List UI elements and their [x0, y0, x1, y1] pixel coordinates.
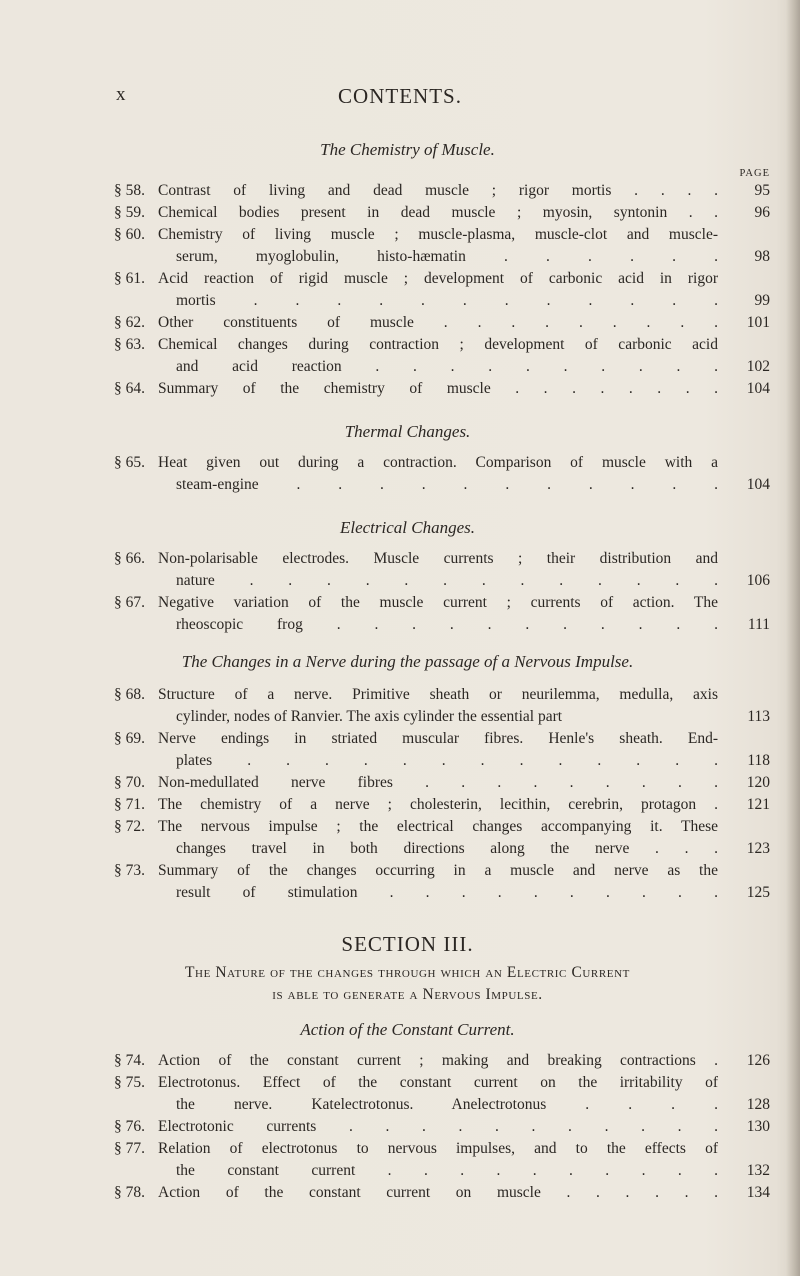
page-number: x: [116, 84, 127, 105]
page-spine-shadow: [786, 0, 800, 1276]
entry-text-continuation: changes travel in both directions along the nerve . . .: [176, 840, 718, 857]
subsection-title: Thermal Changes.: [344, 422, 471, 441]
entry-text-continuation: plates . . . . . . . . . . . . .: [176, 752, 718, 769]
section-number: § 77.: [114, 1140, 145, 1157]
entry-text-continuation: serum, myoglobulin, histo-hæmatin . . . . . .: [176, 248, 718, 265]
section-number: § 58.: [114, 182, 145, 199]
section-number: § 64.: [114, 380, 145, 397]
section-number: § 76.: [114, 1118, 145, 1135]
section-number: § 59.: [114, 204, 145, 221]
entry-page: 104: [746, 476, 770, 493]
entry-text: Chemistry of living muscle ; muscle-plasma, muscle-clot and muscle-: [158, 226, 718, 243]
entry-page: 121: [746, 796, 770, 813]
entry-page: 123: [746, 840, 770, 857]
section-number: § 67.: [114, 594, 145, 611]
subsection-title: Electrical Changes.: [339, 518, 476, 537]
entry-text-continuation: mortis . . . . . . . . . . . .: [176, 292, 718, 309]
entry-page: 99: [754, 292, 770, 309]
entry-page: 104: [746, 380, 770, 397]
entry-text: Contrast of living and dead muscle ; rigor mortis . . . .: [158, 182, 718, 199]
section-number: § 61.: [114, 270, 145, 287]
entry-text-continuation: and acid reaction . . . . . . . . . .: [176, 358, 718, 375]
entry-text: Non-polarisable electrodes. Muscle currents ; their distribution and: [158, 550, 718, 567]
entry-text: Chemical changes during contraction ; development of carbonic acid: [158, 336, 718, 353]
entry-text: Action of the constant current ; making and breaking contractions .: [158, 1052, 718, 1069]
entry-page: 95: [754, 182, 770, 199]
entry-text: Acid reaction of rigid muscle ; development of carbonic acid in rigor: [158, 270, 718, 287]
entry-text: Heat given out during a contraction. Comparison of muscle with a: [158, 454, 718, 471]
section-number: § 78.: [114, 1184, 145, 1201]
entry-text-continuation: the nerve. Katelectrotonus. Anelectrotonus . . . .: [176, 1096, 718, 1113]
entry-page: 118: [747, 752, 770, 769]
section-number: § 71.: [114, 796, 145, 813]
entry-page: 130: [746, 1118, 770, 1135]
running-title: CONTENTS.: [338, 84, 462, 108]
entry-page: 125: [746, 884, 770, 901]
entry-text: Relation of electrotonus to nervous impulses, and to the effects of: [158, 1140, 718, 1157]
entry-text: Negative variation of the muscle current ; currents of action. The: [158, 594, 718, 611]
entry-text: Non-medullated nerve fibres . . . . . . . . .: [158, 774, 718, 791]
entry-text-continuation: cylinder, nodes of Ranvier. The axis cylinder the essential part: [176, 708, 563, 725]
entry-page: 113: [747, 708, 770, 725]
entry-text: Action of the constant current on muscle . . . . . .: [158, 1184, 718, 1201]
entry-page: 120: [746, 774, 770, 791]
entry-text: Electrotonus. Effect of the constant current on the irritability of: [158, 1074, 718, 1091]
entry-text-continuation: the constant current . . . . . . . . . .: [176, 1162, 718, 1179]
entry-page: 134: [746, 1184, 770, 1201]
entry-page: 132: [746, 1162, 770, 1179]
section-number: § 72.: [114, 818, 145, 835]
section-heading: SECTION III.: [341, 932, 474, 956]
entry-page: 96: [754, 204, 770, 221]
entry-text: Electrotonic currents . . . . . . . . . . .: [158, 1118, 718, 1135]
section-number: § 63.: [114, 336, 145, 353]
entry-text: The nervous impulse ; the electrical changes accompanying it. These: [158, 818, 718, 835]
entry-text: Structure of a nerve. Primitive sheath or neurilemma, medulla, axis: [158, 686, 718, 703]
section-number: § 74.: [114, 1052, 145, 1069]
entry-text-continuation: result of stimulation . . . . . . . . . .: [176, 884, 718, 901]
entry-text: Chemical bodies present in dead muscle ; myosin, syntonin . .: [158, 204, 718, 221]
section-number: § 62.: [114, 314, 145, 331]
entry-page: 106: [746, 572, 770, 589]
entry-page: 128: [746, 1096, 770, 1113]
section-number: § 75.: [114, 1074, 145, 1091]
section-number: § 73.: [114, 862, 145, 879]
subsection-title: The Changes in a Nerve during the passage of a Nervous Impulse.: [181, 652, 634, 671]
entry-text-continuation: steam-engine . . . . . . . . . . .: [176, 476, 718, 493]
entry-text: The chemistry of a nerve ; cholesterin, lecithin, cerebrin, protagon .: [158, 796, 718, 813]
section-number: § 70.: [114, 774, 145, 791]
section-number: § 66.: [114, 550, 145, 567]
entry-page: 126: [746, 1052, 770, 1069]
section-description-line-2: is able to generate a Nervous Impulse.: [272, 986, 543, 1003]
entry-text-continuation: rheoscopic frog . . . . . . . . . . .: [176, 616, 718, 633]
section-description-line-1: The Nature of the changes through which an Electric Current: [184, 964, 630, 981]
section-number: § 60.: [114, 226, 145, 243]
entry-text: Nerve endings in striated muscular fibres. Henle's sheath. End-: [158, 730, 718, 747]
page-header: [0, 84, 800, 114]
entry-page: 111: [747, 616, 770, 633]
entry-page: 102: [746, 358, 770, 375]
entry-text: Other constituents of muscle . . . . . . . . .: [158, 314, 718, 331]
page-column-label: PAGE: [739, 168, 770, 179]
entry-text: Summary of the changes occurring in a muscle and nerve as the: [158, 862, 718, 879]
subsection-title: The Chemistry of Muscle.: [320, 140, 495, 159]
entry-text-continuation: nature . . . . . . . . . . . . .: [176, 572, 718, 589]
section-number: § 68.: [114, 686, 145, 703]
entry-text: Summary of the chemistry of muscle . . . . . . . .: [158, 380, 718, 397]
subsection-title: Action of the Constant Current.: [300, 1020, 515, 1039]
section-number: § 69.: [114, 730, 145, 747]
entry-page: 101: [746, 314, 770, 331]
section-number: § 65.: [114, 454, 145, 471]
entry-page: 98: [754, 248, 770, 265]
